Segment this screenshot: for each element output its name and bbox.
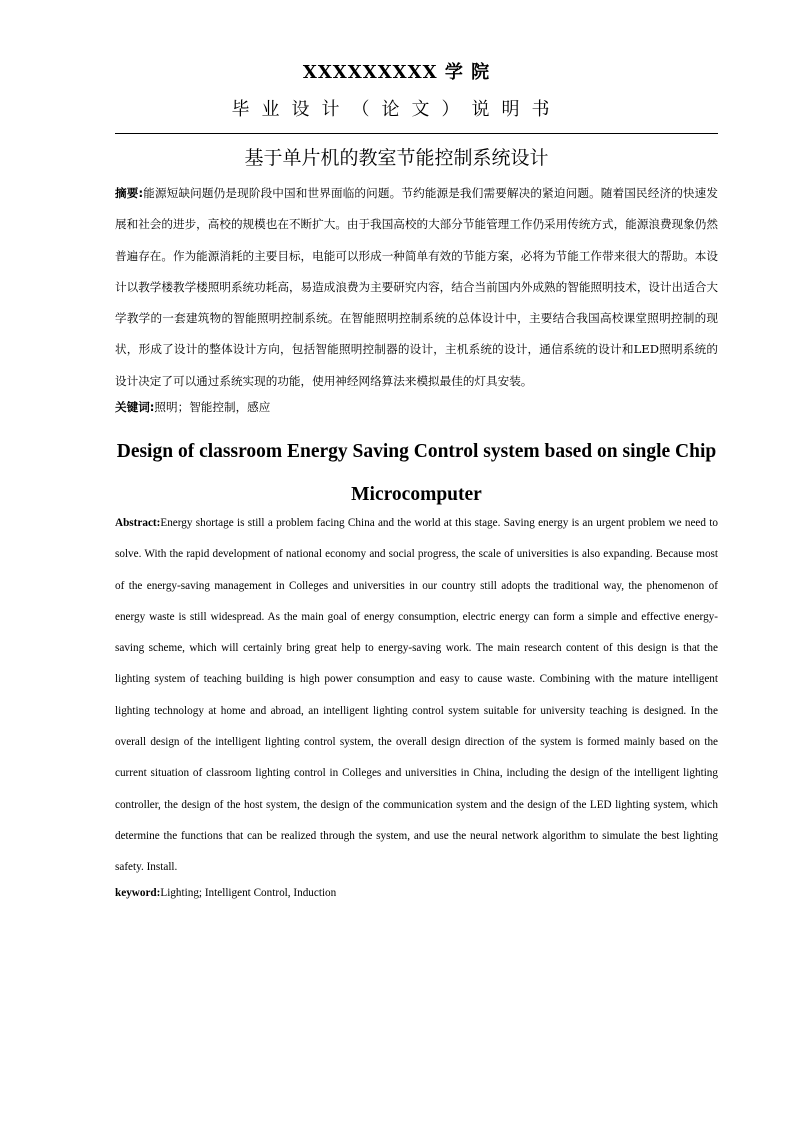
chinese-keywords-text: 照明；智能控制，感应 — [154, 400, 271, 414]
chinese-title: 基于单片机的教室节能控制系统设计 — [244, 147, 549, 169]
document-type: 毕业设计（论文）说明书 — [231, 99, 562, 120]
english-abstract-label: Abstract: — [115, 517, 161, 529]
chinese-abstract-text: 能源短缺问题仍是现阶段中国和世界面临的问题。节约能源是我们需要解决的紧迫问题。随着国民经济的快速发展和社会的进步，高校的规模也在不断扩大。由于我国高校的大部分节能管理工作仍采用传统方式，能源浪费现象仍然普遍存在。作为能源消耗的主要目标，电能可以形成一种简单有效的节能方案，必将为节能工作带来很大的帮助。本设计以教学楼教学楼照明系统功耗高，易造成浪费为主要研究内容，结合当前国内外成熟的智能照明技术，设计出适合大学教学的一套建筑物的智能照明控制系统。在智能照明控制系统的总体设计中，主要结合我国高校课堂照明控制的现状，形成了设计的整体设计方向，包括智能照明控制器的设计，主机系统的设计，通信系统的设计和LED照明系统的设计决定了可以通过系统实现的功能，使用神经网络算法来模拟最佳的灯具安装。 — [115, 186, 718, 388]
chinese-abstract — [115, 178, 718, 397]
english-abstract — [115, 508, 718, 884]
english-abstract-text: Energy shortage is still a problem facing China and the world at this stage. Saving energy is an urgent problem we need to solve. With the rapid development of national economy and social progress, the scale of universities is also expanding. Because most of the energy-saving management in Colleges and universities in our country still adopts the traditional way, the phenomenon of energy waste is still widespread. As the main goal of energy consumption, electric energy can form a simple and effective energy-saving scheme, which will certainly bring great help to energy-saving work. The main research content of this design is that the lighting system of teaching building is high power consumption and easy to cause waste. Combining with the mature intelligent lighting technology at home and abroad, an intelligent lighting control system suitable for university teaching is designed. In the overall design of the intelligent lighting control system, the overall design direction of the system is formed mainly based on the current situation of classroom lighting control in Colleges and universities in China, including the design of the intelligent lighting controller, the design of the host system, the design of the communication system and the design of the LED lighting system, which determine the functions that can be realized through the system, and use the neural network algorithm to simulate the best lighting safety. Install. — [115, 517, 718, 874]
chinese-keywords-label: 关键词: — [115, 400, 155, 414]
institution-name: XXXXXXXXX 学 院 — [302, 62, 491, 83]
english-keywords — [115, 884, 718, 902]
english-title: Design of classroom Energy Saving Control system based on single Chip Microcomputer — [116, 441, 717, 505]
chinese-keywords — [115, 397, 718, 417]
chinese-abstract-label: 摘要: — [115, 186, 144, 200]
english-keywords-label: keyword: — [115, 887, 161, 899]
header-divider — [115, 133, 718, 134]
english-keywords-text: Lighting; Intelligent Control, Induction — [160, 887, 337, 899]
